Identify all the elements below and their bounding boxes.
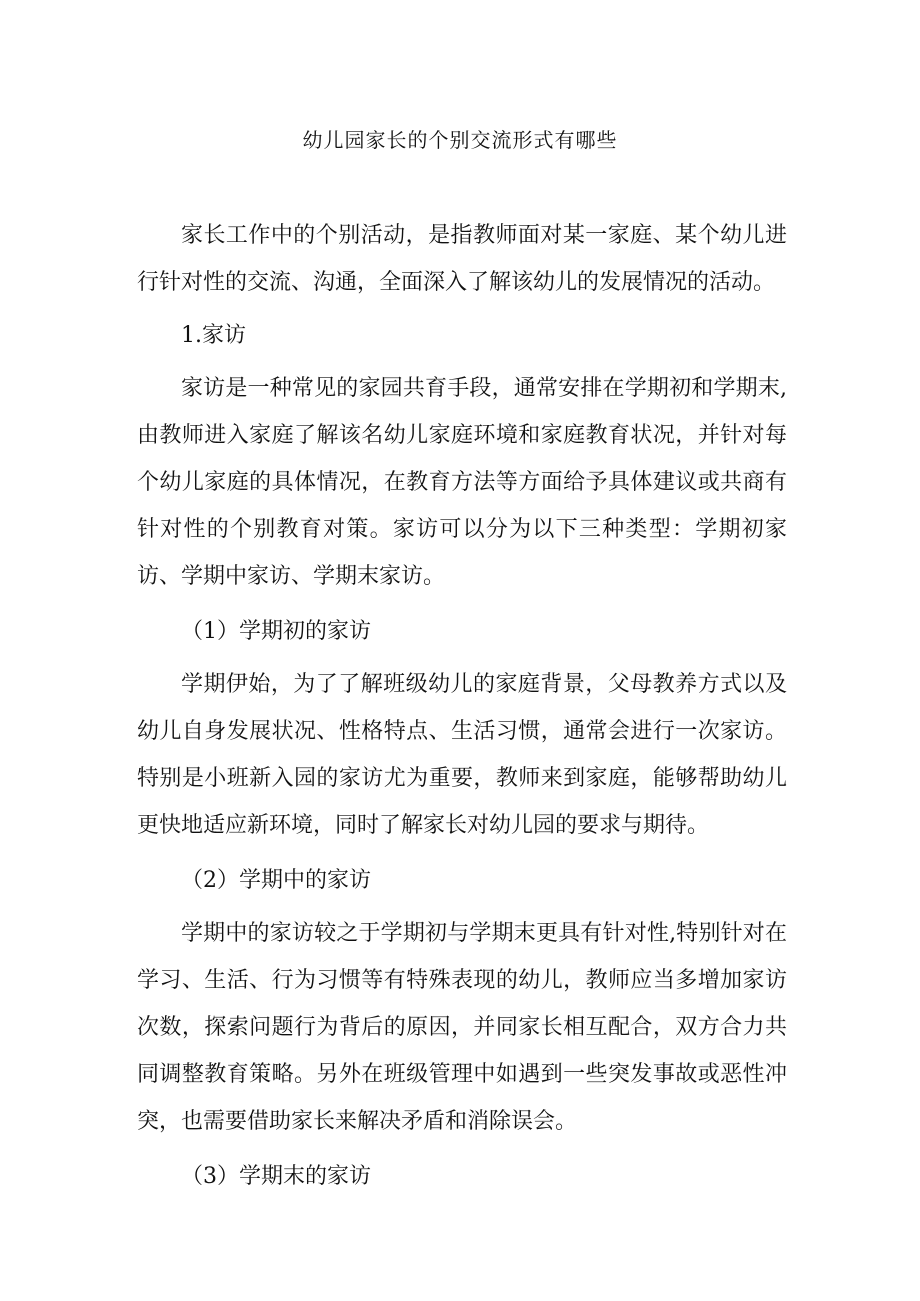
intro-paragraph: 家长工作中的个别活动，是指教师面对某一家庭、某个幼儿进行针对性的交流、沟通，全面深入了解该幼儿的发展情况的活动。 (137, 223, 787, 295)
subheading-term-start-visit: （1）学期初的家访 (181, 619, 371, 644)
section-heading-home-visit: 1.家访 (181, 323, 246, 348)
term-start-visit-paragraph: 学期伊始，为了了解班级幼儿的家庭背景，父母教养方式以及幼儿自身发展状况、性格特点、生活习惯，通常会进行一次家访。特别是小班新入园的家访尤为重要，教师来到家庭，能够帮助幼儿更快地适应新环境，同时了解家长对幼儿园的要求与期待。 (137, 672, 787, 838)
subheading-term-end-visit: （3）学期末的家访 (181, 1164, 371, 1189)
mid-term-visit-paragraph: 学期中的家访较之于学期初与学期末更具有针对性,特别针对在学习、生活、行为习惯等有特殊表现的幼儿，教师应当多增加家访次数，探索问题行为背后的原因，并同家长相互配合，双方合力共同调整教育策略。另外在班级管理中如遇到一些突发事故或恶性冲突，也需要借助家长来解决矛盾和消除误会。 (137, 921, 787, 1134)
subheading-mid-term-visit: （2）学期中的家访 (181, 868, 371, 893)
document-title: 幼儿园家长的个别交流形式有哪些 (302, 128, 618, 152)
home-visit-paragraph: 家访是一种常见的家园共育手段，通常安排在学期初和学期末,由教师进入家庭了解该名幼儿家庭环境和家庭教育状况，并针对每个幼儿家庭的具体情况，在教育方法等方面给予具体建议或共商有针对性的个别教育对策。家访可以分为以下三种类型：学期初家访、学期中家访、学期末家访。 (137, 376, 787, 589)
document-body (137, 212, 787, 1200)
